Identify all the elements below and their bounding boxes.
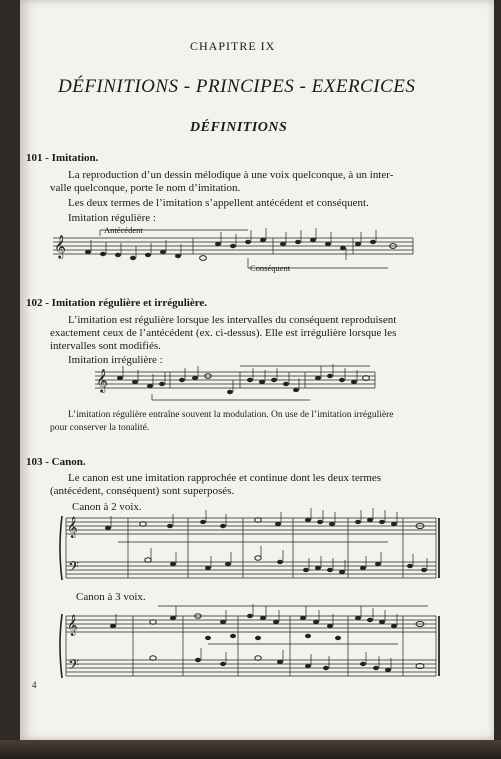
example-label-canon-2: Canon à 2 voix. (72, 501, 142, 513)
heading-102: 102 - Imitation régulière et irrégulière. (26, 297, 208, 309)
paragraph-102-line3: intervalles sont modifiés. (50, 340, 161, 352)
example-label-canon-3: Canon à 3 voix. (76, 591, 146, 603)
page-title: DÉFINITIONS - PRINCIPES - EXERCICES (58, 76, 416, 97)
consequent-label: Conséquent (250, 263, 291, 273)
bass-clef-icon: 𝄢 (68, 559, 79, 579)
book-edge (0, 740, 501, 759)
music-example-102 (90, 362, 390, 408)
bass-clef-icon: 𝄢 (68, 657, 79, 677)
note-102-line1: L’imitation régulière entraîne souvent la modulation. On use de l’imitation irrégulière (68, 410, 394, 420)
paragraph-101-line1: La reproduction d’un dessin mélodique à une voix quelconque, à un inter- (68, 169, 394, 181)
book-page (20, 0, 494, 740)
treble-clef-icon: 𝄞 (67, 615, 78, 636)
paragraph-101-line2: valle quelconque, porte le nom d’imitation. (50, 182, 241, 194)
example-label-imitation-irreguliere: Imitation irrégulière : (68, 354, 163, 366)
heading-103: 103 - Canon. (26, 456, 86, 468)
music-example-canon-3 (58, 604, 448, 684)
heading-101: 101 - Imitation. (26, 152, 99, 164)
section-title: DÉFINITIONS (190, 120, 288, 135)
paragraph-102-line2: exactement ceux de l’antécédent (ex. ci-dessus). Elle est irrégulière lorsque les (50, 327, 397, 339)
paragraph-102-line1: L’imitation est régulière lorsque les intervalles du conséquent reproduisent (68, 314, 397, 326)
note-102-line2: pour conserver la tonalité. (50, 423, 150, 433)
treble-clef-icon: 𝄞 (54, 234, 66, 258)
treble-clef-icon: 𝄞 (67, 517, 78, 538)
paragraph-103-line2: (antécédent, conséquent) sont superposés. (50, 485, 235, 497)
paragraph-103-line1: Le canon est une imitation rapprochée et continue dont les deux termes (68, 472, 382, 484)
antecedent-label: Antécédent (104, 225, 143, 235)
example-label-imitation-reguliere: Imitation régulière : (68, 212, 156, 224)
chapter-heading: CHAPITRE IX (190, 39, 276, 53)
page-number: 4 (32, 680, 37, 690)
paragraph-101-line3: Les deux termes de l’imitation s’appellent antécédent et conséquent. (68, 197, 369, 209)
music-example-canon-2 (58, 512, 448, 584)
treble-clef-icon: 𝄞 (96, 368, 108, 392)
